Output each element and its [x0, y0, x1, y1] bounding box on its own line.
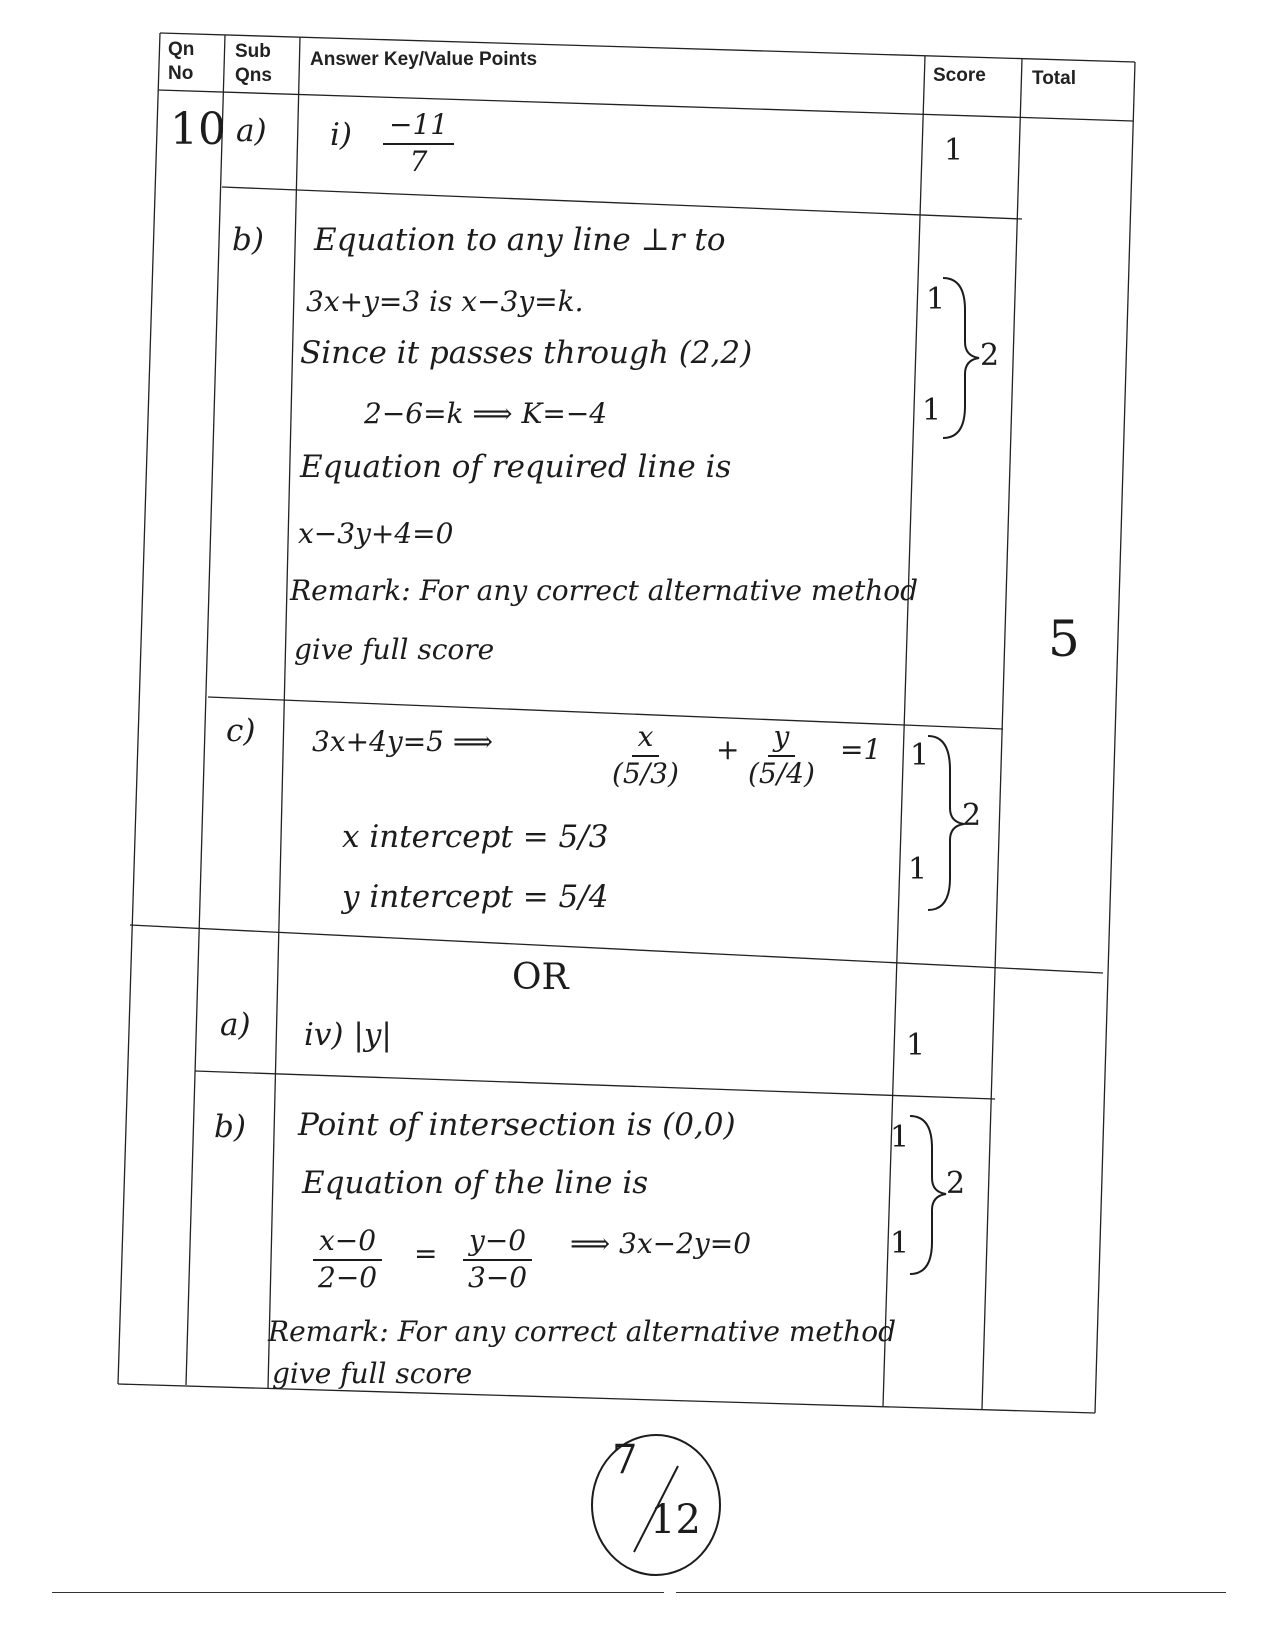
alt-b-remark-1: Remark: For any correct alternative method [268, 1315, 897, 1348]
part-b-remark-2: give full score [294, 633, 495, 666]
question-number: 10 [170, 104, 226, 155]
part-b-label: b) [232, 222, 264, 258]
part-c-frac1-den: (5/3) [612, 756, 679, 790]
part-c-score-1: 1 [910, 738, 930, 773]
part-a-denominator: 7 [409, 144, 428, 178]
part-c-plus: + [716, 733, 740, 766]
part-c-x-intercept: x intercept = 5/3 [342, 819, 609, 855]
part-c-frac2-num: y [768, 722, 796, 757]
part-c-fraction-y [742, 722, 821, 790]
alt-b-line-1: Point of intersection is (0,0) [298, 1107, 736, 1143]
alt-b-fraction-x [312, 1226, 383, 1294]
alt-b-score-1: 1 [890, 1120, 910, 1155]
alt-a-score: 1 [906, 1028, 926, 1063]
alt-b-equals: = [414, 1237, 438, 1270]
part-a-label: a) [236, 113, 267, 149]
part-b-line-3: Since it passes through (2,2) [300, 335, 753, 371]
part-a-numerator: −11 [383, 110, 454, 145]
header-qn-no-text: Qn No [168, 39, 195, 84]
part-c-score-2: 1 [908, 852, 928, 887]
alt-b-frac1-num: x−0 [313, 1226, 382, 1261]
alt-b-label: b) [214, 1109, 246, 1145]
part-b-subtotal: 2 [980, 338, 1000, 373]
part-b-remark-1: Remark: For any correct alternative method [290, 574, 919, 607]
alt-b-result: ⟹ 3x−2y=0 [570, 1227, 752, 1260]
part-c-label: c) [226, 713, 256, 749]
page-number-denominator: 12 [650, 1497, 701, 1543]
alt-b-fraction-y [462, 1226, 533, 1294]
part-c-frac2-den: (5/4) [748, 756, 815, 790]
or-separator: OR [512, 957, 569, 998]
alt-b-frac2-num: y−0 [463, 1226, 532, 1261]
part-c-equation: 3x+4y=5 ⟹ [312, 725, 494, 758]
page-number-numerator: 7 [612, 1437, 638, 1483]
part-b-line-5: Equation of required line is [300, 449, 732, 485]
alt-b-frac2-den: 3−0 [468, 1260, 528, 1294]
footer-rule-right [676, 1592, 1226, 1593]
part-a-fraction [383, 110, 454, 178]
header-sub-qns: Sub Qns [235, 41, 272, 86]
part-b-line-1: Equation to any line ⊥r to [314, 222, 726, 258]
part-c-fraction-x [606, 722, 685, 790]
part-b-line-4: 2−6=k ⟹ K=−4 [364, 397, 608, 430]
alt-b-subtotal: 2 [946, 1166, 966, 1201]
part-c-subtotal: 2 [962, 798, 982, 833]
question-total: 5 [1048, 610, 1080, 668]
part-b-score-2: 1 [922, 393, 942, 428]
alt-b-brace [902, 1108, 952, 1283]
alt-a-answer: iv) |y| [304, 1017, 392, 1053]
alt-b-line-2: Equation of the line is [302, 1165, 649, 1201]
alt-b-remark-2: give full score [272, 1357, 473, 1390]
part-b-brace [935, 270, 985, 445]
alt-a-label: a) [220, 1007, 251, 1043]
header-score: Score [933, 65, 986, 86]
part-c-equals-one: =1 [840, 733, 882, 766]
footer-rule-left [52, 1592, 664, 1593]
part-c-y-intercept: y intercept = 5/4 [342, 879, 609, 915]
part-b-line-2: 3x+y=3 is x−3y=k. [306, 285, 584, 318]
part-c-frac1-num: x [632, 722, 660, 757]
header-total: Total [1032, 68, 1076, 89]
part-b-score-1: 1 [926, 282, 946, 317]
part-a-score: 1 [944, 133, 964, 168]
header-qn-no [168, 38, 208, 86]
part-b-line-6: x−3y+4=0 [298, 517, 454, 550]
header-answer-key: Answer Key/Value Points [310, 49, 538, 70]
alt-b-frac1-den: 2−0 [318, 1260, 378, 1294]
alt-b-score-2: 1 [890, 1226, 910, 1261]
part-a-roman: i) [330, 117, 353, 153]
